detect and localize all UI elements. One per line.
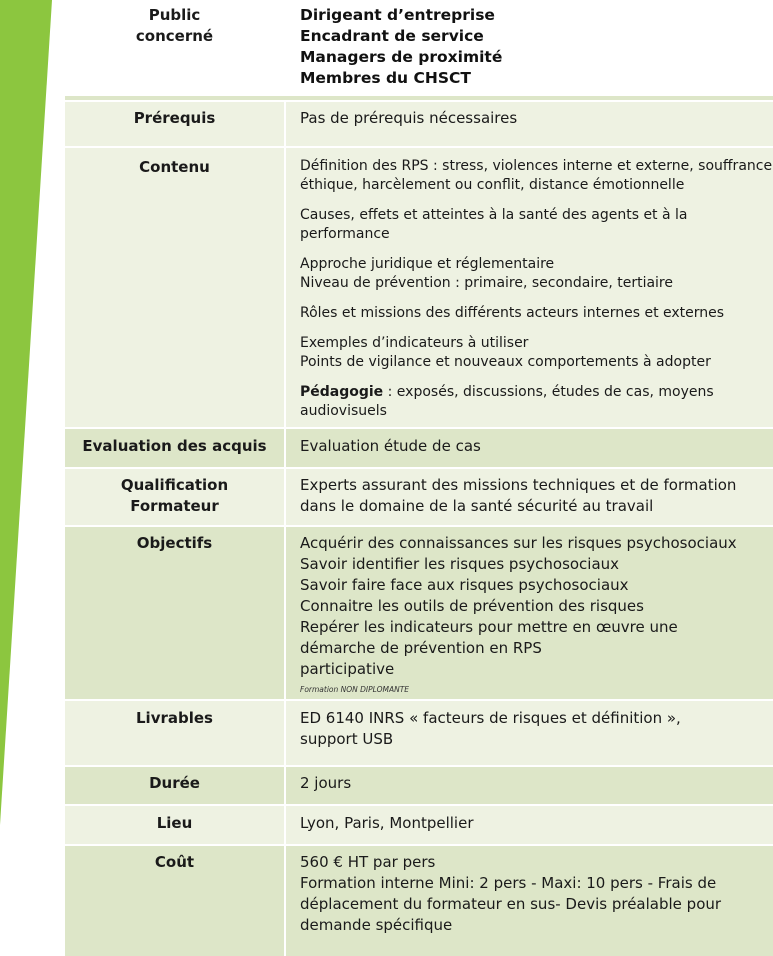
public-item: Managers de proximité: [300, 48, 503, 66]
lieu-value: Lyon, Paris, Montpellier: [300, 814, 474, 832]
contenu-paragraph: Causes, effets et atteintes à la santé des agents et à la performance: [300, 207, 688, 242]
pedagogie-text: : exposés, discussions, études de cas, moyens audiovisuels: [300, 384, 714, 419]
pedagogie-label: Pédagogie: [300, 384, 384, 400]
label-qualification: Qualification Formateur: [65, 469, 285, 525]
label-duree: Durée: [65, 767, 285, 804]
label-evaluation: Evaluation des acquis: [65, 429, 285, 467]
label-prerequis: Prérequis: [65, 102, 285, 146]
row-livrables: [65, 701, 773, 765]
formation-note: Formation NON DIPLOMANTE: [300, 685, 410, 694]
row-duree: [65, 767, 773, 804]
green-accent-shape: [0, 0, 52, 825]
row-prerequis: [65, 102, 773, 146]
row-public: [65, 0, 773, 96]
duree-value: 2 jours: [300, 774, 352, 792]
label-public: Public concerné: [65, 0, 285, 96]
label-objectifs: Objectifs: [65, 527, 285, 699]
row-qualification: [65, 469, 773, 525]
contenu-paragraph: Définition des RPS : stress, violences interne et externe, souffrance éthique, harcèlement ou conflit, distance émotionnelle: [300, 158, 773, 193]
contenu-paragraph: Approche juridique et réglementaire Niveau de prévention : primaire, secondaire, tertiaire: [300, 256, 673, 291]
evaluation-value: Evaluation étude de cas: [300, 437, 481, 455]
public-item: Membres du CHSCT: [300, 69, 471, 87]
row-lieu: [65, 806, 773, 844]
prerequis-value: Pas de prérequis nécessaires: [300, 109, 518, 127]
livrables-value: ED 6140 INRS « facteurs de risques et définition », support USB: [300, 709, 681, 748]
cout-details: Formation interne Mini: 2 pers - Maxi: 10 pers - Frais de déplacement du formateur en sus- Devis préalable pour demande spécifique: [300, 874, 722, 934]
objectif-item: Savoir faire face aux risques psychosociaux: [300, 576, 629, 594]
public-item: Dirigeant d’entreprise: [300, 6, 495, 24]
objectif-item: Connaitre les outils de prévention des risques: [300, 597, 644, 615]
contenu-paragraph: Rôles et missions des différents acteurs internes et externes: [300, 305, 725, 321]
label-lieu: Lieu: [65, 806, 285, 844]
objectif-item: Repérer les indicateurs pour mettre en œuvre une démarche de prévention en RPS: [300, 618, 678, 657]
objectif-item: participative: [300, 660, 395, 678]
objectif-item: Acquérir des connaissances sur les risques psychosociaux: [300, 534, 737, 552]
row-cout: [65, 846, 773, 956]
pedagogie-paragraph: [286, 383, 773, 421]
green-accent-bar: [0, 0, 60, 947]
row-contenu: [65, 148, 773, 427]
course-details-table: [65, 0, 773, 956]
public-item: Encadrant de service: [300, 27, 484, 45]
label-livrables: Livrables: [65, 701, 285, 765]
qualification-value: Experts assurant des missions techniques et de formation dans le domaine de la santé sécurité au travail: [300, 476, 737, 515]
label-cout: Coût: [65, 846, 285, 956]
row-evaluation: [65, 429, 773, 467]
objectif-item: Savoir identifier les risques psychosociaux: [300, 555, 620, 573]
label-contenu: Contenu: [65, 148, 285, 427]
row-objectifs: [65, 527, 773, 699]
cout-price: 560 € HT par pers: [300, 853, 436, 871]
contenu-paragraph: Exemples d’indicateurs à utiliser Points de vigilance et nouveaux comportements à adopter: [300, 335, 711, 370]
